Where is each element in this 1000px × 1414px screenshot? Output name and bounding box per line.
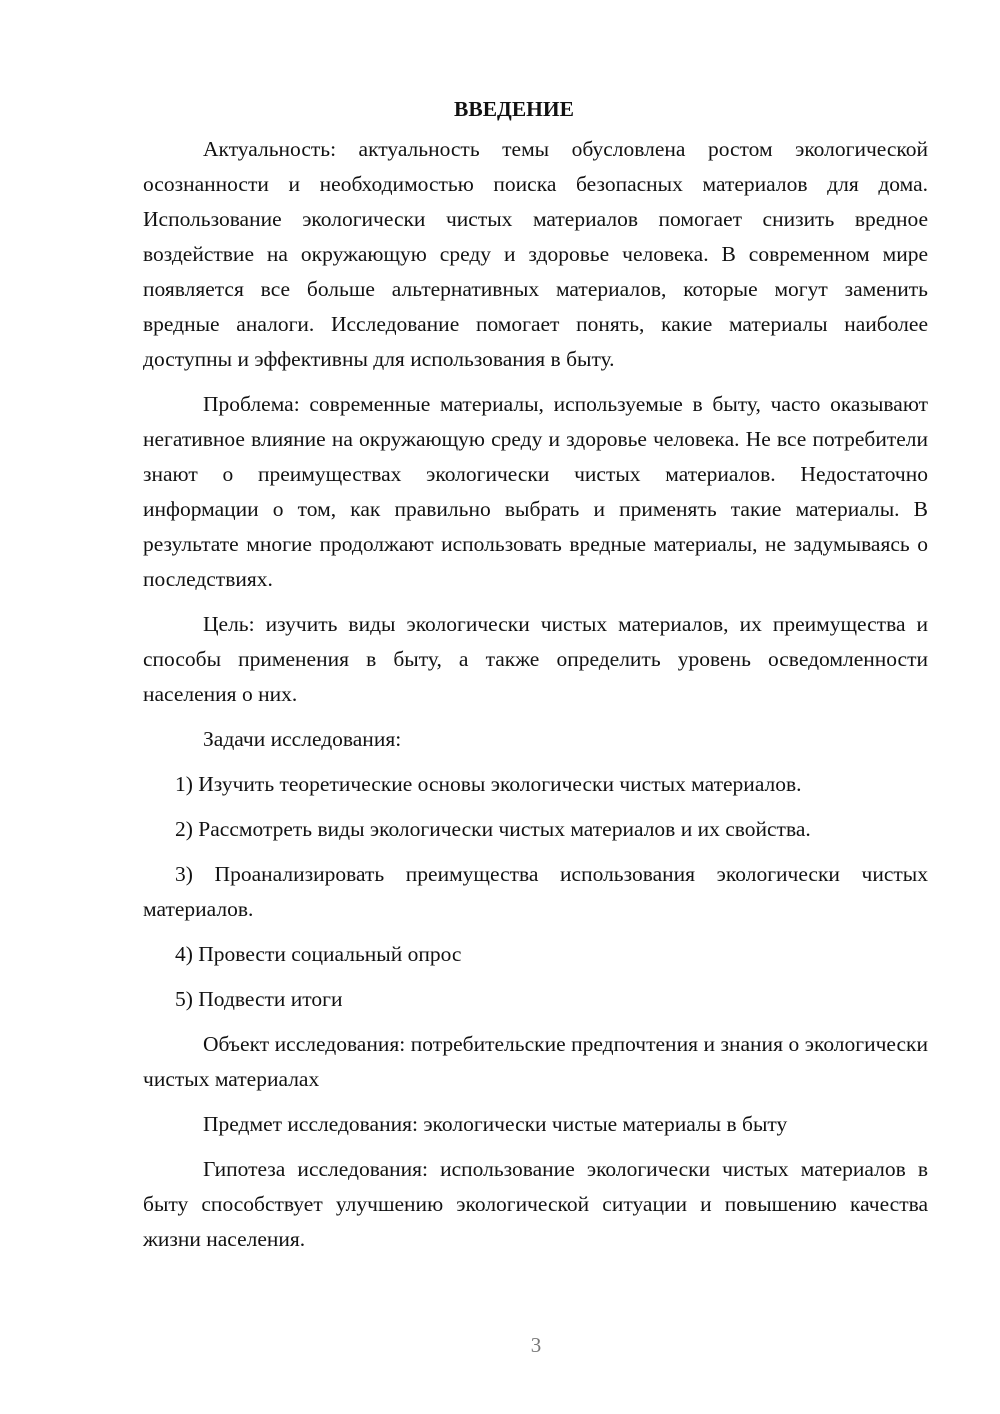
tasks-heading: Задачи исследования:: [203, 727, 402, 751]
task-item-1: 1) Изучить теоретические основы экологически чистых материалов.: [175, 772, 802, 796]
task-item-4: 4) Провести социальный опрос: [175, 942, 462, 966]
page-title-text: ВВЕДЕНИЕ: [454, 97, 574, 121]
task-item-5: 5) Подвести итоги: [175, 987, 343, 1011]
object-paragraph: Объект исследования: потребительские предпочтения и знания о экологически чистых материалах: [143, 1032, 928, 1091]
task-item-2: 2) Рассмотреть виды экологически чистых материалов и их свойства.: [175, 817, 811, 841]
page-title: [143, 92, 928, 127]
page-number: [0, 1333, 1000, 1358]
goal-paragraph: Цель: изучить виды экологически чистых материалов, их преимущества и способы применения в быту, а также определить уровень осведомленности населения о них.: [143, 612, 928, 706]
hypothesis-paragraph: Гипотеза исследования: использование экологически чистых материалов в быту способствует улучшению экологической ситуации и повышению качества жизни населения.: [143, 1157, 928, 1251]
page-number-text: 3: [530, 1333, 542, 1357]
task-item-3: 3) Проанализировать преимущества использования экологически чистых материалов.: [143, 862, 928, 921]
subject-paragraph: Предмет исследования: экологически чистые материалы в быту: [203, 1112, 788, 1136]
problem-paragraph: Проблема: современные материалы, используемые в быту, часто оказывают негативное влияние на окружающую среду и здоровье человека. Не все потребители знают о преимуществах экологически чистых материалов. Недостаточно информации о том, как правильно выбрать и применять такие материалы. В результате многие продолжают использовать вредные материалы, не задумываясь о последствиях.: [143, 392, 928, 591]
relevance-paragraph: Актуальность: актуальность темы обусловлена ростом экологической осознанности и необходимостью поиска безопасных материалов для дома. Использование экологически чистых материалов помогает снизить вредное воздействие на окружающую среду и здоровье человека. В современном мире появляется все больше альтернативных материалов, которые могут заменить вредные аналоги. Исследование помогает понять, какие материалы наиболее доступны и эффективны для использования в быту.: [143, 137, 928, 371]
page-content: [143, 92, 928, 1267]
